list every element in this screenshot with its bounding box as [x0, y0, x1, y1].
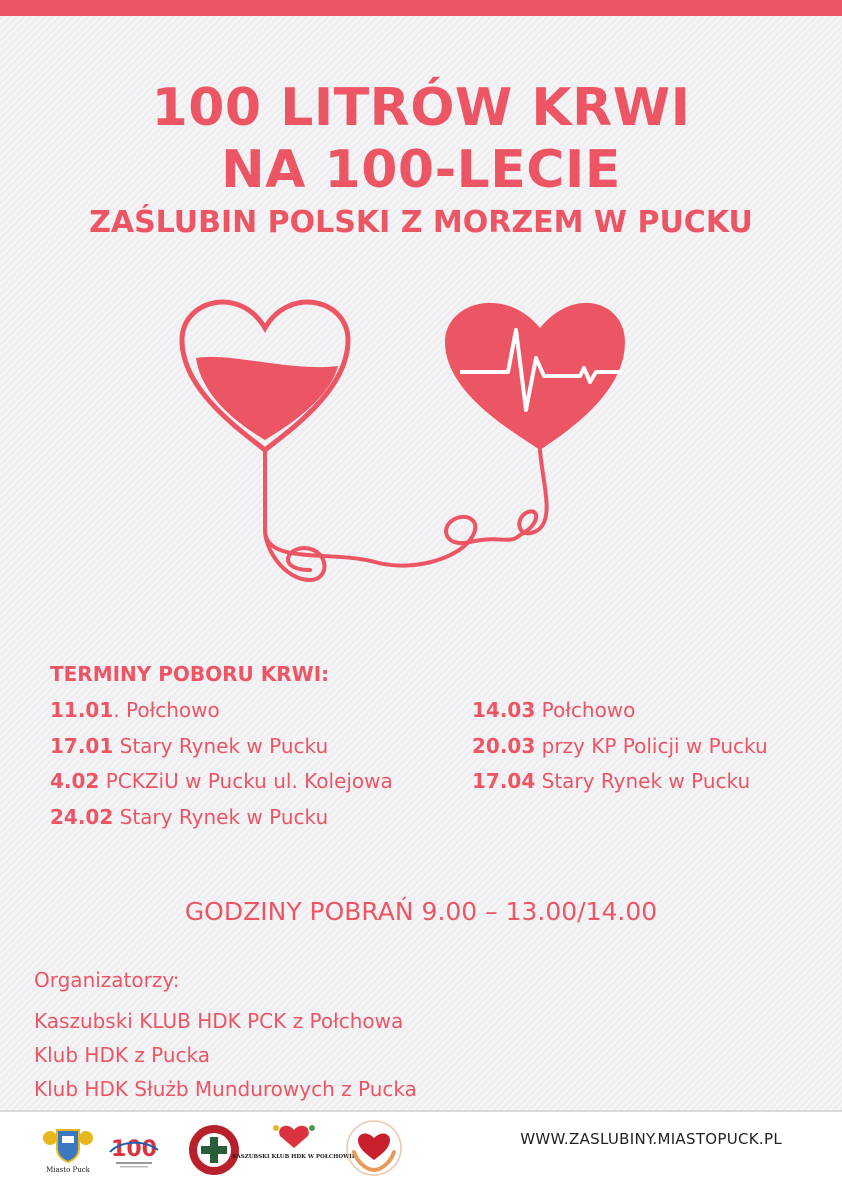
tube-line: [265, 450, 547, 580]
blood-donation-illustration: [170, 280, 650, 620]
organizer-item: Klub HDK Służb Mundurowych z Pucka: [34, 1077, 417, 1101]
100-anniversary-logo-icon: [106, 1132, 162, 1172]
organizer-item: Klub HDK z Pucka: [34, 1043, 211, 1067]
organizer-item: Kaszubski KLUB HDK PCK z Połchowa: [34, 1009, 404, 1033]
list-item: 17.01 Stary Rynek w Pucku: [50, 733, 329, 758]
collection-hours: GODZINY POBRAŃ 9.00 – 13.00/14.00: [184, 897, 658, 926]
top-accent-bar: [0, 0, 842, 16]
list-item: 4.02 PCKZiU w Pucku ul. Kolejowa: [50, 769, 393, 793]
uniformed-services-badge-icon: [188, 1124, 240, 1176]
title-line-1: 100 LITRÓW KRWI: [151, 78, 691, 138]
terms-list-left: [50, 698, 393, 840]
heartbeat-heart-icon: [445, 303, 625, 450]
hdk-hands-heart-logo-icon: [344, 1118, 404, 1180]
list-item: 24.02 Stary Rynek w Pucku: [50, 804, 329, 829]
list-item: 14.03 Połchowo: [472, 698, 636, 722]
title-line-2: NA 100-LECIE: [221, 140, 621, 200]
website-link[interactable]: WWW.ZASLUBINY.MIASTOPUCK.PL: [520, 1130, 782, 1148]
list-item: 17.04 Stary Rynek w Pucku: [472, 769, 751, 793]
list-item: 20.03 przy KP Policji w Pucku: [472, 733, 768, 758]
miasto-puck-crest-icon: [40, 1124, 96, 1174]
logo-label: 100: [111, 1137, 157, 1162]
logo-label: KASZUBSKI KLUB HDK W POŁCHOWIE: [231, 1154, 357, 1160]
list-item: 11.01. Połchowo: [50, 698, 220, 722]
blood-bag-heart-icon: [182, 302, 348, 450]
terms-list-right: [472, 698, 768, 805]
organizers-heading: Organizatorzy:: [34, 968, 180, 992]
title-line-3: ZAŚLUBIN POLSKI Z MORZEM W PUCKU: [89, 205, 753, 240]
terms-heading: TERMINY POBORU KRWI:: [50, 662, 330, 686]
kaszubski-klub-hdk-logo-icon: [231, 1120, 357, 1176]
logo-label: Miasto Puck: [46, 1166, 90, 1174]
